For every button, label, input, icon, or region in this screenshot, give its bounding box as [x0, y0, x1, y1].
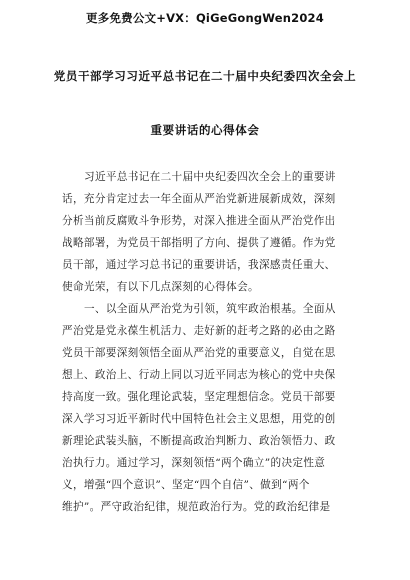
paragraph-line: 员干部，通过学习总书记的重要讲话，我深感责任重大、	[62, 259, 336, 271]
paragraph-line: 党员干部要深刻领悟全面从严治党的重要意义，自觉在思	[62, 347, 336, 359]
paragraph-line: 分析当前反腐败斗争形势，对深入推进全面从严治党作出	[62, 215, 336, 227]
paragraph-line: 深入学习习近平新时代中国特色社会主义思想，用党的创	[62, 413, 336, 425]
paragraph-2	[62, 298, 354, 518]
paragraph-line: 维护”。严守政治纪律，规范政治行为。党的政治纪律是	[62, 501, 331, 513]
paragraph-line: 战略部署，为党员干部指明了方向、提供了遵循。作为党	[62, 237, 336, 249]
paragraph-line: 严治党是党永葆生机活力、走好新的赶考之路的必由之路	[62, 325, 336, 337]
paragraph-line: 使命光荣，有以下几点深刻的心得体会。	[62, 281, 259, 293]
paragraph-line: 新理论武装头脑，不断提高政治判断力、政治领悟力、政	[62, 435, 336, 447]
paragraph-line: 习近平总书记在二十届中央纪委四次全会上的重要讲	[84, 171, 336, 183]
document-title-line-1: 党员干部学习习近平总书记在二十届中央纪委四次全会上	[53, 69, 357, 83]
paragraph-line: 想上、政治上、行动上同以习近平同志为核心的党中央保	[62, 369, 336, 381]
paragraph-1	[62, 166, 354, 298]
promo-header: 更多免费公文+VX：QiGeGongWen2024	[86, 11, 324, 25]
paragraph-line: 治执行力。通过学习，深刻领悟“两个确立”的决定性意	[62, 457, 326, 469]
document-title-line-2: 重要讲话的心得体会	[150, 123, 260, 137]
paragraph-line: 义，增强“四个意识”、坚定“四个自信”、做到“两个	[62, 479, 310, 491]
paragraph-line: 持高度一致。强化理论武装，坚定理想信念。党员干部要	[62, 391, 336, 403]
paragraph-line: 一、以全面从严治党为引领，筑牢政治根基。全面从	[84, 303, 336, 315]
paragraph-line: 话，充分肯定过去一年全面从严治党新进展新成效，深刻	[62, 193, 336, 205]
